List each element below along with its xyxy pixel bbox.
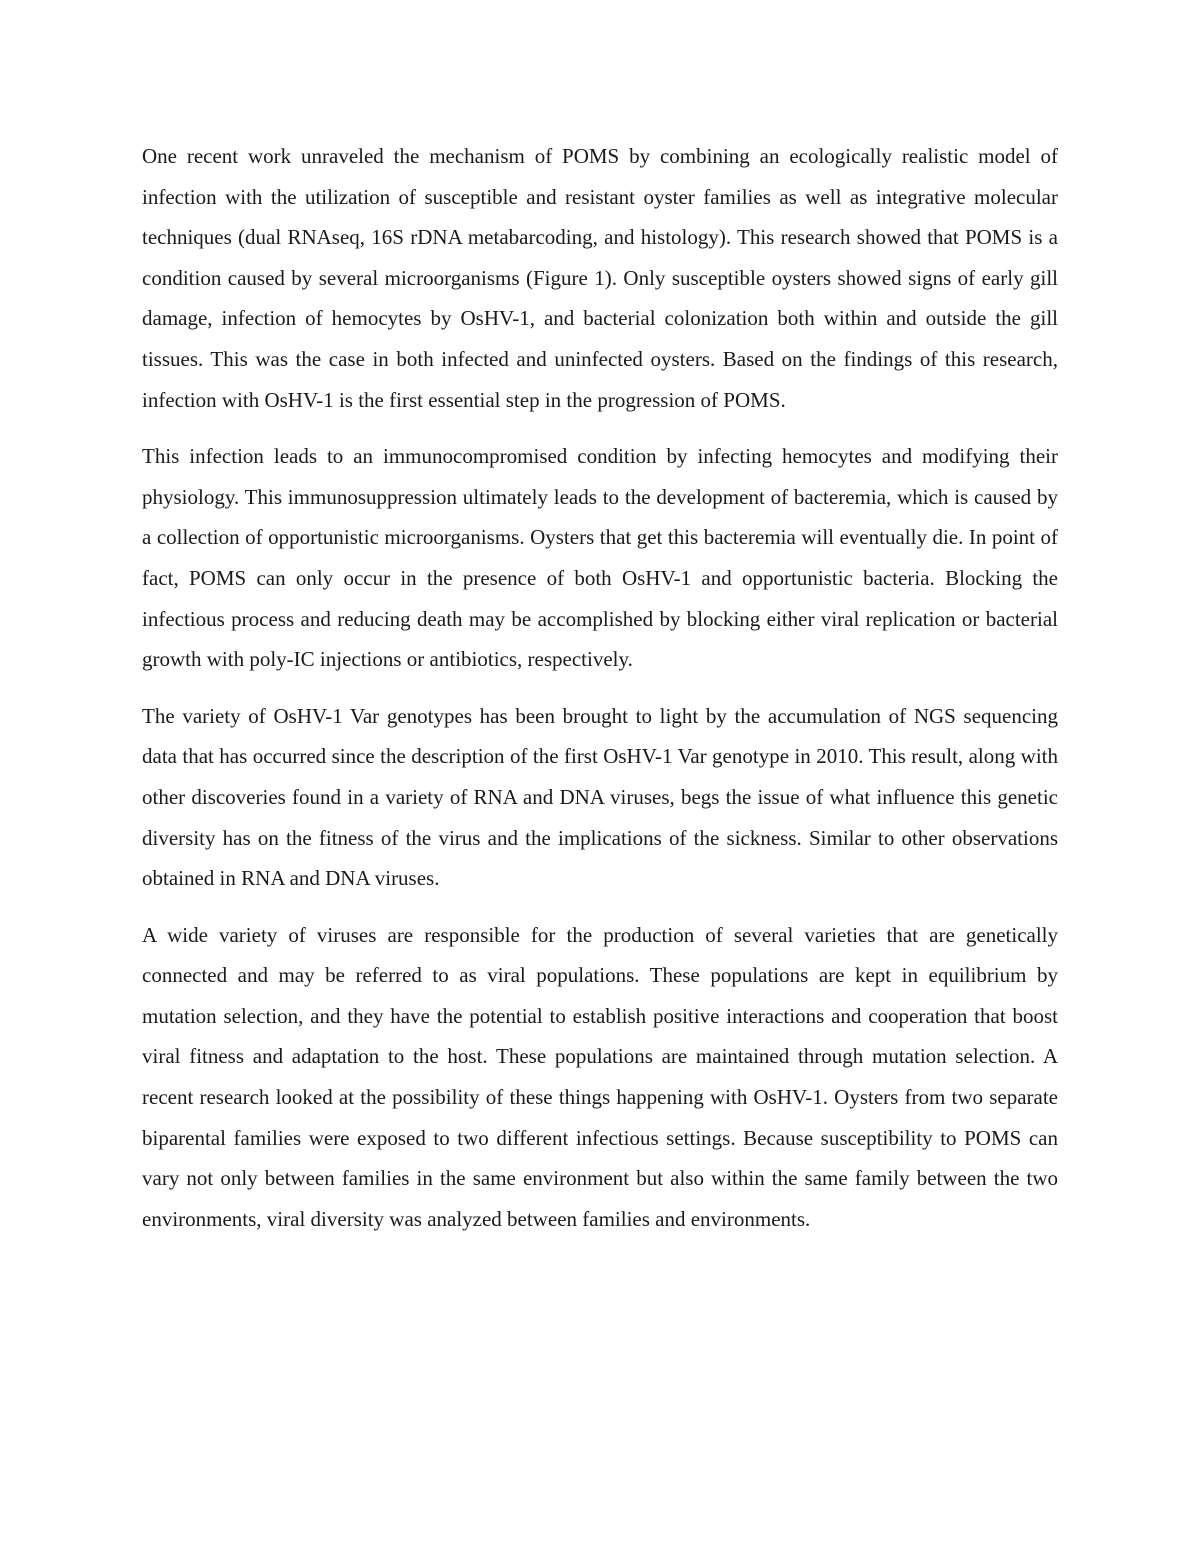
paragraph-4: A wide variety of viruses are responsible for the production of several varieties that are genetically connected and may be referred to as viral populations. These populations are kept in equilibrium by mutation selection, and they have the potential to establish positive interactions and cooperation that boost viral fitness and adaptation to the host. These populations are maintained through mutation selection. A recent research looked at the possibility of these things happening with OsHV-1. Oysters from two separate biparental families were exposed to two different infectious settings. Because susceptibility to POMS can vary not only between families in the same environment but also within the same family between the two environments, viral diversity was analyzed between families and environments. bbox=[142, 922, 1058, 1231]
paragraph-1: One recent work unraveled the mechanism of POMS by combining an ecologically realistic model of infection with the utilization of susceptible and resistant oyster families as well as integrative molecular techniques (dual RNAseq, 16S rDNA metabarcoding, and histology). This research showed that POMS is a condition caused by several microorganisms (Figure 1). Only susceptible oysters showed signs of early gill damage, infection of hemocytes by OsHV-1, and bacterial colonization both within and outside the gill tissues. This was the case in both infected and uninfected oysters. Based on the findings of this research, infection with OsHV-1 is the first essential step in the progression of POMS. bbox=[142, 144, 1058, 412]
paragraph-3: The variety of OsHV-1 Var genotypes has been brought to light by the accumulation of NGS sequencing data that has occurred since the description of the first OsHV-1 Var genotype in 2010. This result, along with other discoveries found in a variety of RNA and DNA viruses, begs the issue of what influence this genetic diversity has on the fitness of the virus and the implications of the sickness. Similar to other observations obtained in RNA and DNA viruses. bbox=[142, 703, 1058, 891]
document-page bbox=[142, 136, 1058, 1255]
paragraph-2: This infection leads to an immunocompromised condition by infecting hemocytes and modifying their physiology. This immunosuppression ultimately leads to the development of bacteremia, which is caused by a collection of opportunistic microorganisms. Oysters that get this bacteremia will eventually die. In point of fact, POMS can only occur in the presence of both OsHV-1 and opportunistic bacteria. Blocking the infectious process and reducing death may be accomplished by blocking either viral replication or bacterial growth with poly-IC injections or antibiotics, respectively. bbox=[142, 444, 1058, 672]
